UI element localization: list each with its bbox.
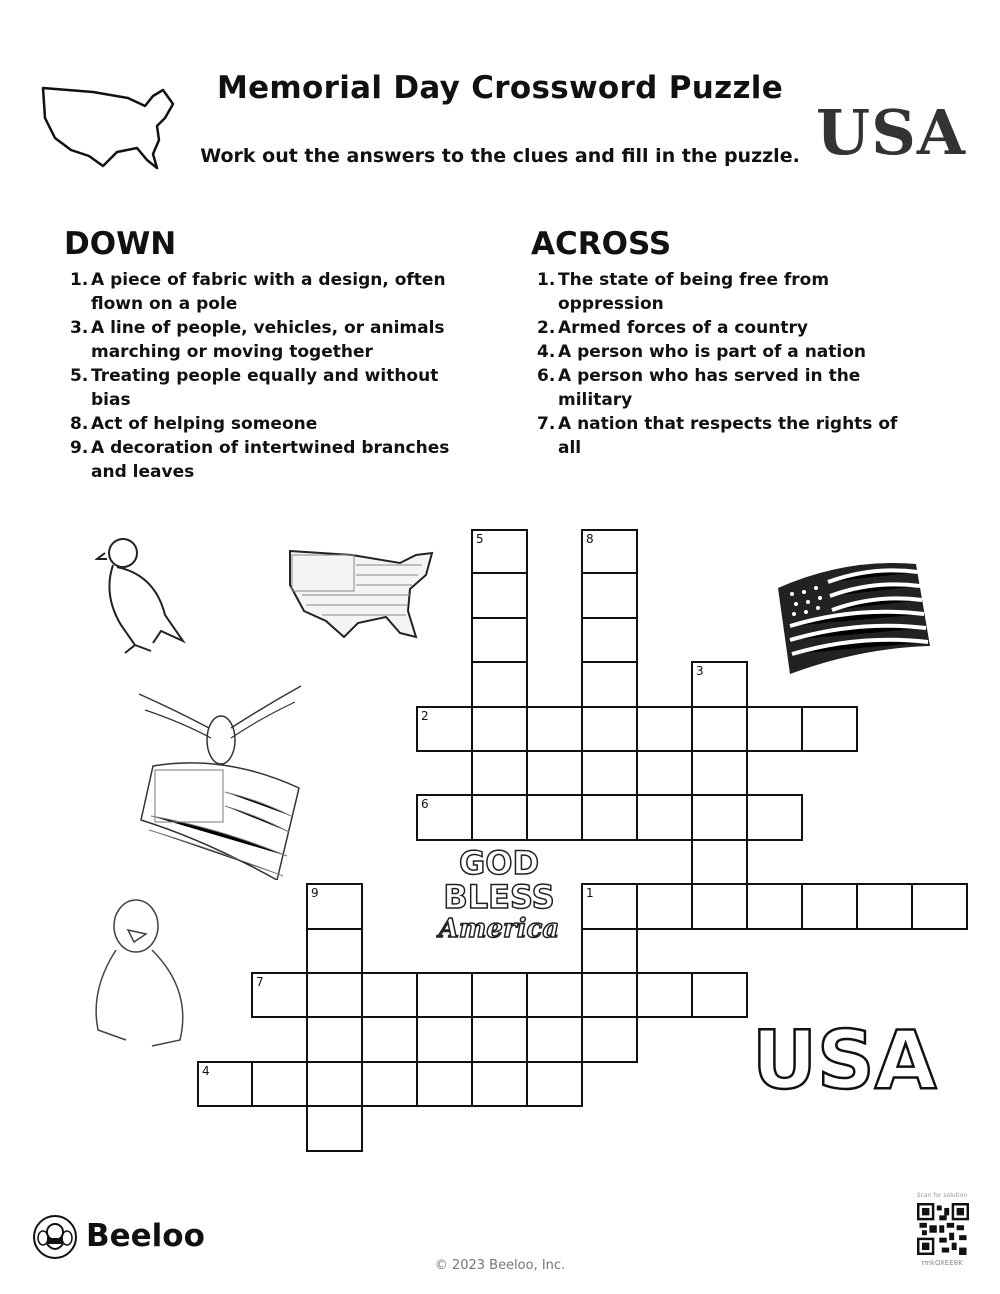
crossword-cell[interactable] [416,1061,473,1107]
crossword-cell[interactable] [581,972,638,1018]
crossword-cell[interactable] [581,706,638,752]
qr-code-id: rmkOXEE8K [921,1259,963,1267]
crossword-cell[interactable] [691,750,748,796]
crossword-cell[interactable] [526,1061,583,1107]
crossword-cell[interactable] [471,972,528,1018]
qr-code-icon[interactable] [917,1203,969,1255]
crossword-cell[interactable] [526,1016,583,1062]
across-clue: 7. A nation that respects the rights of all [537,414,898,458]
waving-flag-icon [776,558,932,678]
crossword-cell[interactable] [471,529,528,574]
down-clue: 8. Act of helping someone [70,414,318,434]
copyright-text: © 2023 Beeloo, Inc. [434,1258,566,1273]
crossword-cell[interactable] [746,883,803,929]
crossword-cell[interactable] [581,617,638,663]
qr-caption: Scan for solution [916,1192,968,1199]
crossword-cell[interactable] [306,1061,363,1107]
usa-badge: USA [816,96,966,169]
page-title: Memorial Day Crossword Puzzle [216,70,784,106]
page-subtitle: Work out the answers to the clues and fill in the puzzle. [200,145,800,167]
crossword-cell[interactable] [416,706,473,752]
down-clue: 5. Treating people equally and without bias [70,366,439,410]
usa-outline-graphic: USA [752,1014,937,1107]
across-clue: 4. A person who is part of a nation [537,342,867,362]
crossword-cell[interactable] [416,794,473,840]
crossword-cell[interactable] [801,706,858,752]
crossword-cell[interactable] [361,1061,418,1107]
clue-number: 5 [476,532,484,546]
crossword-cell[interactable] [251,972,308,1018]
crossword-cell[interactable] [471,750,528,796]
clue-number: 1 [586,886,594,901]
crossword-cell[interactable] [526,794,583,840]
clue-number: 8 [586,532,594,546]
crossword-cell[interactable] [746,706,803,752]
crossword-cell[interactable] [581,928,638,974]
god-text: GOD [458,844,540,882]
crossword-cell[interactable] [416,972,473,1018]
down-heading: DOWN [64,226,177,262]
across-heading: ACROSS [531,226,672,262]
crossword-cell[interactable] [471,617,528,663]
crossword-cell[interactable] [471,1061,528,1107]
crossword-cell[interactable] [581,572,638,618]
crossword-cell[interactable] [581,750,638,796]
clue-number: 7 [256,975,264,989]
crossword-cell[interactable] [471,794,528,840]
crossword-cell[interactable] [746,794,803,840]
crossword-cell[interactable] [526,972,583,1018]
eagle-icon [95,535,190,660]
crossword-cell[interactable] [306,972,363,1018]
eagle-on-flag-icon [135,680,305,880]
crossword-cell[interactable] [416,1016,473,1062]
crossword-cell[interactable] [911,883,968,929]
clue-number: 2 [421,708,429,723]
beeloo-logo-icon [32,1214,78,1260]
crossword-cell[interactable] [691,794,748,840]
usa-flag-map-icon [282,545,440,645]
crossword-cell[interactable] [636,972,693,1018]
crossword-cell[interactable] [306,1105,363,1151]
crossword-cell[interactable] [306,883,363,929]
crossword-cell[interactable] [251,1061,308,1107]
crossword-cell[interactable] [471,1016,528,1062]
clue-number: 6 [421,797,429,812]
crossword-cell[interactable] [581,1016,638,1062]
down-clue: 9. A decoration of intertwined branches and leaves [70,438,450,482]
crossword-cell[interactable] [526,750,583,796]
clue-number: 4 [202,1063,210,1078]
beeloo-brand: Beeloo [86,1218,205,1254]
across-clue: 2. Armed forces of a country [537,318,808,338]
crossword-cell[interactable] [801,883,858,929]
crossword-cell[interactable] [581,794,638,840]
crossword-cell[interactable] [636,883,693,929]
across-clue: 6. A person who has served in the military [537,366,861,410]
god-bless-america-graphic [428,846,570,944]
crossword-cell[interactable] [471,572,528,618]
clue-number: 3 [696,664,704,679]
crossword-cell[interactable] [361,1016,418,1062]
clue-number: 9 [311,886,319,901]
crossword-cell[interactable] [691,706,748,752]
bless-text: BLESS [443,878,555,916]
crossword-cell[interactable] [691,883,748,929]
crossword-cell[interactable] [306,1016,363,1062]
down-clue-list [64,268,464,484]
crossword-cell[interactable] [526,706,583,752]
crossword-cell[interactable] [306,928,363,974]
crossword-cell[interactable] [581,529,638,574]
crossword-cell[interactable] [636,750,693,796]
crossword-cell[interactable] [691,839,748,885]
crossword-cell[interactable] [636,794,693,840]
crossword-cell[interactable] [691,972,748,1018]
down-clue: 1. A piece of fabric with a design, often flown on a pole [70,270,446,314]
crossword-cell[interactable] [636,706,693,752]
crossword-cell[interactable] [691,661,748,707]
down-clue: 3. A line of people, vehicles, or animals marching or moving together [70,318,445,362]
crossword-cell[interactable] [856,883,913,929]
crossword-cell[interactable] [471,706,528,752]
crossword-cell[interactable] [471,661,528,707]
america-text: America [438,914,560,944]
crossword-cell[interactable] [197,1061,253,1107]
cartoon-eagle-icon [82,890,202,1050]
across-clue: 1. The state of being free from oppression [537,270,830,314]
crossword-cell[interactable] [581,883,638,929]
crossword-cell[interactable] [581,661,638,707]
across-clue-list [531,268,911,460]
crossword-cell[interactable] [361,972,418,1018]
